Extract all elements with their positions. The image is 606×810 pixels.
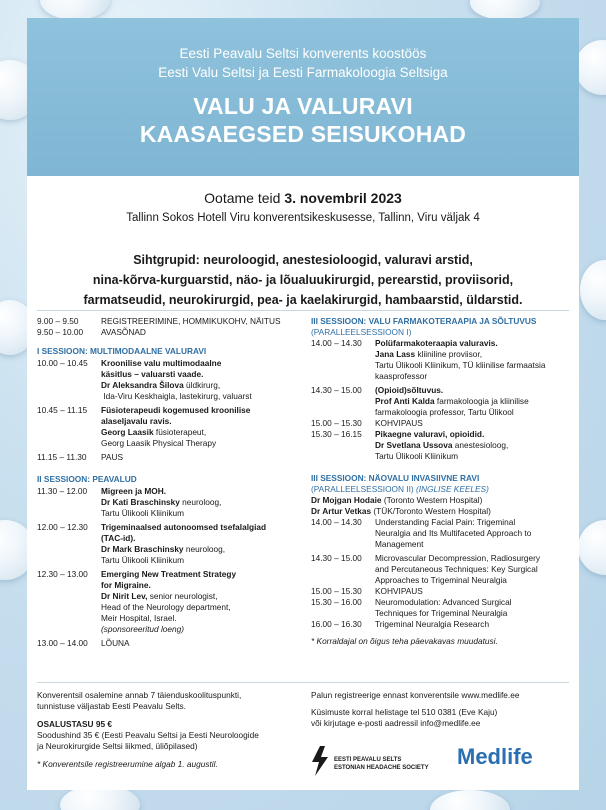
talk-title: alaseljavalu ravis. [101,416,172,426]
program-row [311,619,573,630]
pill-decoration [575,40,606,95]
fee-discount: Soodushind 35 € (Eesti Peavalu Seltsi ja Eesti Neuroloogide [37,730,259,740]
speaker-line [311,506,573,517]
pill-decoration [578,520,606,575]
speaker-affiliation: Tartu Ülikooli Kliinikum [101,508,184,518]
row-time: 15.30 – 16.15 [311,429,362,439]
row-time: 14.30 – 15.00 [311,553,362,563]
credits-line: Konverentsil osalemine annab 7 täienduskoolituspunkti, [37,690,242,700]
hero-title-line2: KAASAEGSED SEISUKOHAD [139,121,467,147]
speaker-name: Prof Anti Kalda [375,396,435,406]
program-row [37,405,299,449]
event-venue: Tallinn Sokos Hotell Viru konverentsikeskusesse, Tallinn, Viru väljak 4 [126,212,480,224]
speaker-affiliation: Tartu Ülikooli Kliinikum [375,451,458,461]
session-subheading [311,484,573,495]
target-groups [47,250,559,310]
program-right-column [311,316,573,647]
program-row [37,358,299,402]
divider [37,682,569,683]
hero-banner [27,18,579,176]
speaker-name: Dr Mojgan Hodaie [311,495,382,505]
talk-title: Pikaegne valuravi, opioidid. [375,429,485,439]
contact-phone: Küsimuste korral helistage tel 510 0381 (Eve Kaju) [311,707,498,717]
speaker-affiliation: (Toronto Western Hospital) [381,495,483,505]
session-subheading: (PARALLEELSESSIOON I) [311,327,412,337]
targets-line2: nina-kõrva-kurguarstid, näo- ja lõualuukirurgid, perearstid, proviisorid, [92,273,514,287]
row-desc [375,597,573,619]
session-heading: I SESSIOON: MULTIMODAALNE VALURAVI [37,346,207,356]
program-row [311,553,573,586]
speaker-affiliation: Ida-Viru Keskhaigla, lastekirurg, valuarst [103,391,252,401]
flyer-card [27,18,579,790]
program-left-column [37,316,299,649]
pill-decoration [580,260,606,320]
talk-title: Kroonilise valu multimodaalne [101,358,222,368]
date-prefix: Ootame teid [204,190,285,206]
speaker-affiliation: Meir Hospital, Israel. [101,613,177,623]
footer-left [37,690,299,770]
pill-decoration [430,790,510,810]
talk-title: (TAC-id). [101,533,136,543]
speaker-affiliation: farmakoloogia professor, Tartu Ülikool [375,407,514,417]
talk-title: for Migraine. [101,580,151,590]
row-time: 14.00 – 14.30 [311,338,362,348]
speaker-affiliation: Tartu Ülikooli Kliinikum, TÜ kliinilise farmaatsia [375,360,546,370]
pill-decoration [40,0,110,20]
session-subheading-text: (PARALLEELSESSIOON II) [311,484,416,494]
talk-title: (Opioid)sõltuvus. [375,385,444,395]
speaker-role: üldkirurg, [183,380,221,390]
fee-title: OSALUSTASU 95 € [37,719,112,729]
program-row [311,597,573,619]
row-desc [375,429,573,462]
footer-right [311,690,573,729]
program-row [311,517,573,550]
speaker-name: Dr Nirit Lev, [101,591,148,601]
row-desc: PAUS [101,452,123,462]
registration-note: * Konverentsile registreerumine algab 1. augustil. [37,759,218,769]
program-row [37,486,299,519]
pill-decoration [470,0,540,20]
hero-subtitle [27,18,579,82]
row-time: 15.00 – 15.30 [311,586,362,596]
hero-line2: Eesti Valu Seltsi ja Eesti Farmakoloogia Seltsiga [158,65,448,80]
logo-text: EESTI PEAVALU SELTS [334,757,402,763]
speaker-affiliation: kaasprofessor [375,371,428,381]
talk-title: Migreen ja MOH. [101,486,167,496]
speaker-affiliation: Head of the Neurology department, [101,602,231,612]
medlife-logo [457,744,533,770]
row-time: 11.30 – 12.00 [37,486,88,496]
talk-title: Emerging New Treatment Strategy [101,569,237,579]
row-desc: LÕUNA [101,638,130,648]
row-time: 15.00 – 15.30 [311,418,362,428]
program-row [37,638,299,649]
speaker-name: Dr Svetlana Ussova [375,440,453,450]
speaker-name: Dr Mark Braschinsky [101,544,184,554]
session-heading: III SESSIOON: NÄOVALU INVASIIVNE RAVI [311,473,480,483]
row-desc [375,385,573,418]
row-desc [375,553,573,586]
row-desc [375,517,573,550]
talk-title: and Percutaneous Techniques: Key Surgical [375,564,538,574]
program-row [37,316,299,327]
speaker-role: senior neurologist, [147,591,218,601]
speaker-name: Dr Artur Vetkas [311,506,372,516]
row-desc: Trigeminal Neuralgia Research [375,619,490,629]
row-time: 10.45 – 11.15 [37,405,88,415]
talk-title: Neuralgia and Its Multifaceted Approach to [375,528,532,538]
headache-society-logo [308,746,438,780]
row-time: 11.15 – 11.30 [37,452,87,462]
row-time: 14.30 – 15.00 [311,385,362,395]
talk-title: Approaches to Trigeminal Neuralgia [375,575,507,585]
talk-title: Microvascular Decompression, Radiosurgery [375,553,541,563]
program-row [37,327,299,338]
medlife-logo-text: Medlife [457,744,533,769]
speaker-name: Jana Lass [375,349,416,359]
talk-title: Techniques for Trigeminal Neuralgia [375,608,508,618]
speaker-role: anestesioloog, [452,440,509,450]
program-row [311,418,573,429]
program-row [311,586,573,597]
program-note [311,636,573,647]
targets-line1: Sihtgrupid: neuroloogid, anestesioloogid, valuravi arstid, [133,253,473,267]
row-time: 14.00 – 14.30 [311,517,362,527]
speaker-role: neuroloog, [183,544,226,554]
talk-title: Understanding Facial Pain: Trigeminal [375,517,516,527]
talk-title: Füsioterapeudi kogemused kroonilise [101,405,251,415]
talk-title: Management [375,539,424,549]
row-time: 12.00 – 12.30 [37,522,88,532]
program-row [311,429,573,462]
speaker-affiliation: Georg Laasik Physical Therapy [101,438,217,448]
sponsor-note: (sponsoreeritud loeng) [101,624,185,634]
program-row [37,522,299,566]
lightning-icon [308,746,332,776]
row-desc: KOHVIPAUS [375,418,423,428]
hero-title [27,92,579,148]
speaker-role: kliiniline proviisor, [415,349,483,359]
row-desc [101,486,299,519]
row-desc: AVASÕNAD [101,327,146,337]
program-row [311,338,573,382]
program-note-text: * Korraldajal on õigus teha päevakavas muudatusi. [311,636,498,646]
hero-title-line1: VALU JA VALURAVI [193,93,413,119]
talk-title: Trigeminaalsed autonoomsed tsefalalgiad [101,522,267,532]
speaker-line [311,495,573,506]
row-time: 16.00 – 16.30 [311,619,362,629]
row-desc [101,358,299,402]
row-desc: REGISTREERIMINE, HOMMIKUKOHV, NÄITUS [101,316,281,326]
divider [37,310,569,311]
row-desc [101,522,299,566]
speaker-role: füsioterapeut, [153,427,207,437]
speaker-role: neuroloog, [179,497,222,507]
row-time: 9.00 – 9.50 [37,316,79,326]
row-desc [375,338,573,382]
speaker-affiliation: Tartu Ülikooli Kliinikum [101,555,184,565]
speaker-name: Georg Laasik [101,427,154,437]
intro [27,190,579,224]
targets-line3: farmatseudid, neurokirurgid, pea- ja kaelakirurgid, hambaarstid, üldarstid. [83,293,523,307]
row-time: 15.30 – 16.00 [311,597,362,607]
session-language: (INGLISE KEELES) [415,484,489,494]
talk-title: käsitlus – valuarsti vaade. [101,369,204,379]
speaker-name: Dr Aleksandra Šilova [101,380,184,390]
row-time: 10.00 – 10.45 [37,358,88,368]
talk-title: Neuromodulation: Advanced Surgical [375,597,512,607]
talk-title: Polüfarmakoteraapia valuravis. [375,338,498,348]
speaker-name: Dr Kati Braschinsky [101,497,180,507]
row-time: 9.50 – 10.00 [37,327,84,337]
contact-email[interactable]: või kirjutage e-posti aadressil info@medlife.ee [311,718,481,728]
row-desc: KOHVIPAUS [375,586,423,596]
hero-line1: Eesti Peavalu Seltsi konverents koostöös [179,46,427,61]
row-time: 12.30 – 13.00 [37,569,88,579]
session-heading: III SESSIOON: VALU FARMAKOTERAAPIA JA SÕLTUVUS [311,316,537,326]
row-desc [101,405,299,449]
registration-link[interactable]: Palun registreerige ennast konverentsile www.medlife.ee [311,690,520,700]
credits-line: tunnistuse väljastab Eesti Peavalu Selts. [37,701,186,711]
logo-text: ESTONIAN HEADACHE SOCIETY [334,765,429,771]
speaker-role: farmakoloogia ja kliinilise [434,396,529,406]
program-row [37,569,299,635]
row-time: 13.00 – 14.00 [37,638,88,648]
program-row [37,452,299,463]
speaker-affiliation: (TÜK/Toronto Western Hospital) [371,506,491,516]
session-heading: II SESSIOON: PEAVALUD [37,474,137,484]
program-row [311,385,573,418]
date-value: 3. novembril 2023 [284,190,402,206]
event-date [27,190,579,206]
row-desc [101,569,299,635]
fee-discount: ja Neurokirurgide Seltsi liikmed, üliõpilased) [37,741,198,751]
